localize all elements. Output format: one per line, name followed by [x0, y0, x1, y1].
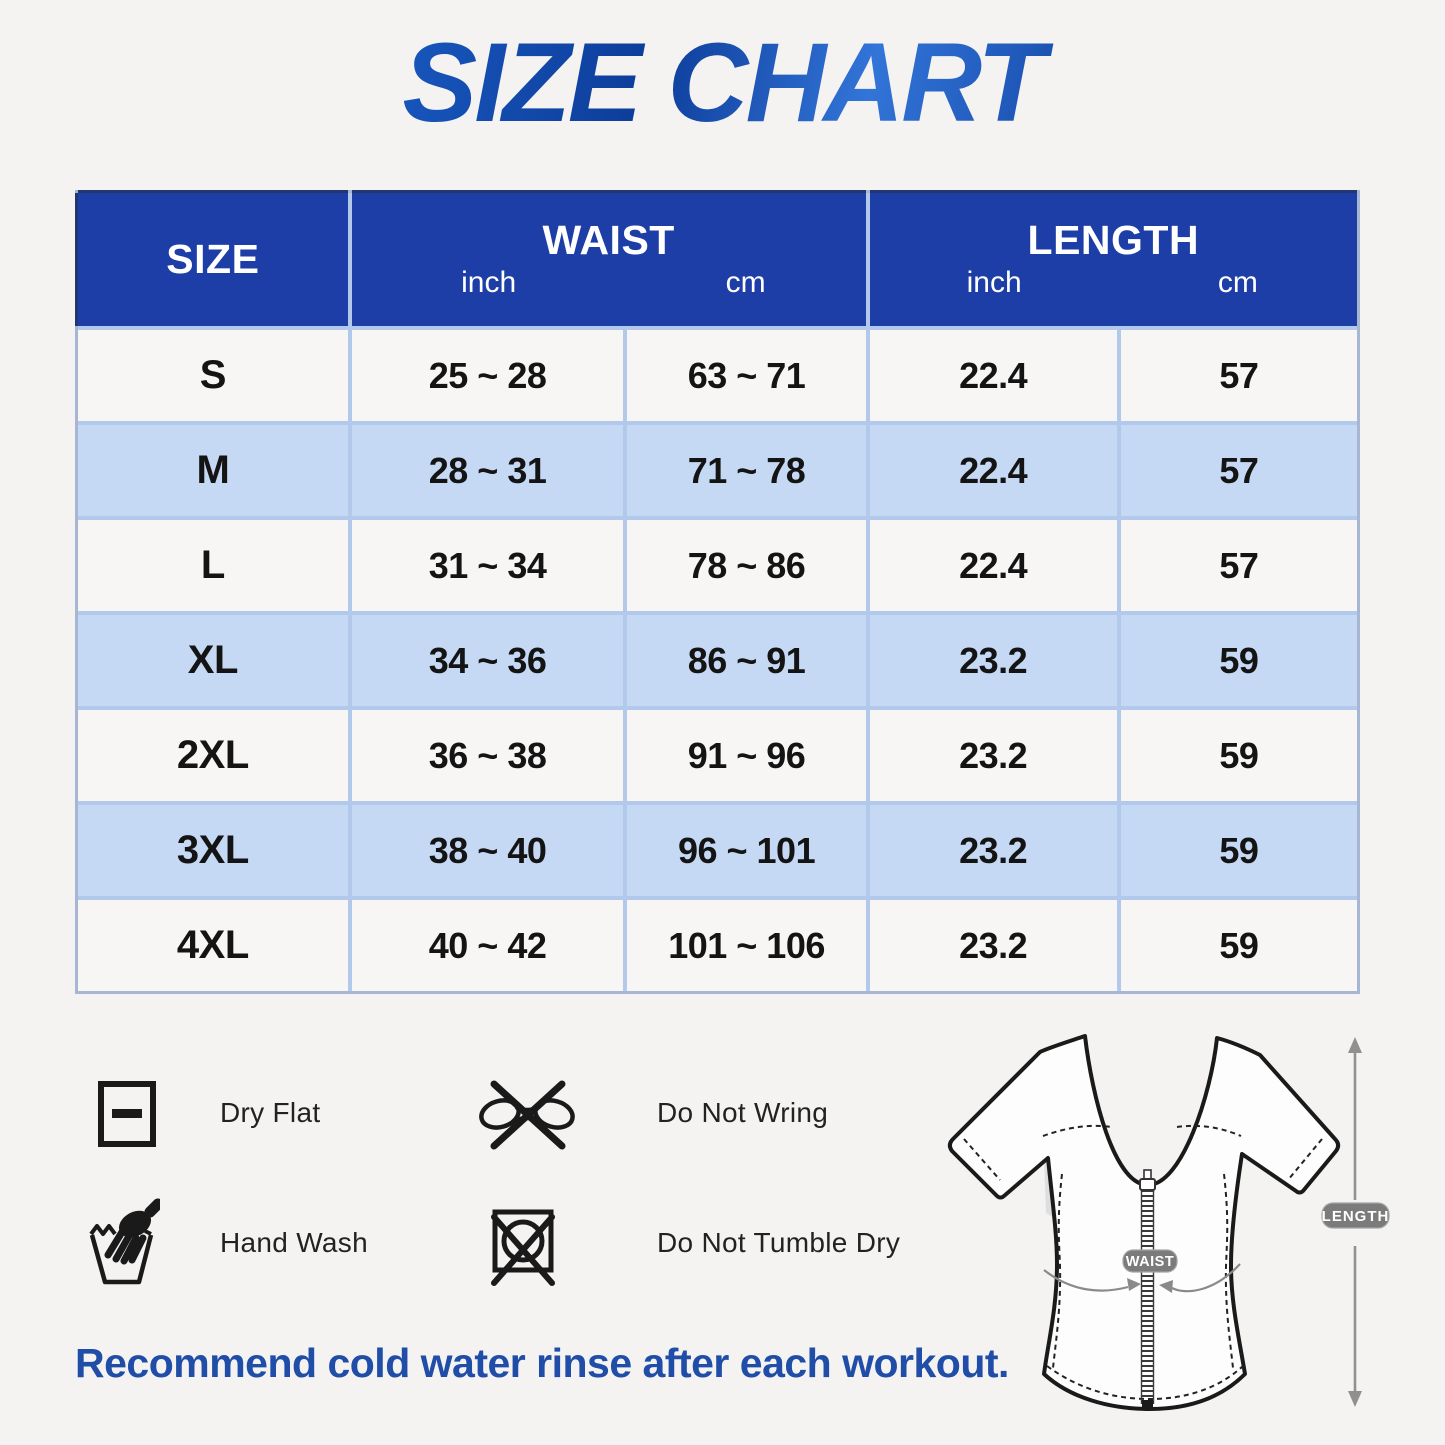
header-cell-size — [78, 193, 348, 326]
garment-diagram — [940, 1008, 1440, 1445]
table-cell: 23.2 — [870, 615, 1117, 706]
table-cell: 31 ~ 34 — [352, 520, 624, 611]
table-cell: 57 — [1121, 330, 1357, 421]
header-size-label: SIZE — [166, 235, 260, 282]
waist-unit-cm: cm — [725, 266, 766, 300]
table-cell: 59 — [1121, 805, 1357, 896]
table-cell: 28 ~ 31 — [352, 425, 624, 516]
table-cell: 101 ~ 106 — [627, 900, 865, 991]
hand-wash-icon — [88, 1198, 160, 1286]
care-label: Dry Flat — [220, 1097, 321, 1128]
table-cell: 22.4 — [870, 520, 1117, 611]
table-cell: 3XL — [78, 805, 348, 896]
length-measure — [1322, 1037, 1390, 1407]
length-units-row — [870, 265, 1357, 301]
care-label: Do Not Tumble Dry — [657, 1227, 901, 1258]
table-cell: 59 — [1121, 710, 1357, 801]
table-cell: 96 ~ 101 — [627, 805, 865, 896]
table-cell: 71 ~ 78 — [627, 425, 865, 516]
table-cell: XL — [78, 615, 348, 706]
waist-badge-label: WAIST — [1125, 1254, 1175, 1270]
length-badge-label: LENGTH — [1321, 1208, 1390, 1225]
waist-unit-inch: inch — [461, 266, 517, 300]
table-cell: 36 ~ 38 — [352, 710, 624, 801]
table-cell: 91 ~ 96 — [627, 710, 865, 801]
do-not-tumble-dry-icon — [485, 1204, 561, 1288]
header-waist-label: WAIST — [542, 216, 675, 263]
page-title: SIZE CHART — [0, 16, 1445, 150]
length-unit-inch: inch — [966, 266, 1022, 300]
table-cell: 57 — [1121, 520, 1357, 611]
table-cell: 40 ~ 42 — [352, 900, 624, 991]
bottom-note: Recommend cold water rinse after each workout. — [75, 1340, 1009, 1386]
header-cell-length — [870, 193, 1357, 326]
table-cell: 38 ~ 40 — [352, 805, 624, 896]
header-length-label: LENGTH — [1027, 216, 1200, 263]
table-cell: 23.2 — [870, 900, 1117, 991]
table-cell: 23.2 — [870, 805, 1117, 896]
care-label: Hand Wash — [220, 1227, 368, 1258]
do-not-wring-icon — [474, 1076, 580, 1156]
table-cell: 22.4 — [870, 330, 1117, 421]
table-cell: 86 ~ 91 — [627, 615, 865, 706]
table-cell: 34 ~ 36 — [352, 615, 624, 706]
table-cell: 25 ~ 28 — [352, 330, 624, 421]
table-cell: 23.2 — [870, 710, 1117, 801]
table-cell: M — [78, 425, 348, 516]
waist-units-row — [352, 265, 866, 301]
table-cell: 78 ~ 86 — [627, 520, 865, 611]
care-label: Do Not Wring — [657, 1097, 829, 1128]
table-cell: 22.4 — [870, 425, 1117, 516]
table-cell: 2XL — [78, 710, 348, 801]
table-cell: 4XL — [78, 900, 348, 991]
table-cell: 59 — [1121, 615, 1357, 706]
table-cell: 57 — [1121, 425, 1357, 516]
header-cell-waist — [352, 193, 866, 326]
table-cell: 59 — [1121, 900, 1357, 991]
size-table — [75, 190, 1360, 994]
table-cell: L — [78, 520, 348, 611]
dry-flat-icon — [97, 1080, 157, 1148]
length-unit-cm: cm — [1217, 266, 1258, 300]
table-cell: S — [78, 330, 348, 421]
table-cell: 63 ~ 71 — [627, 330, 865, 421]
